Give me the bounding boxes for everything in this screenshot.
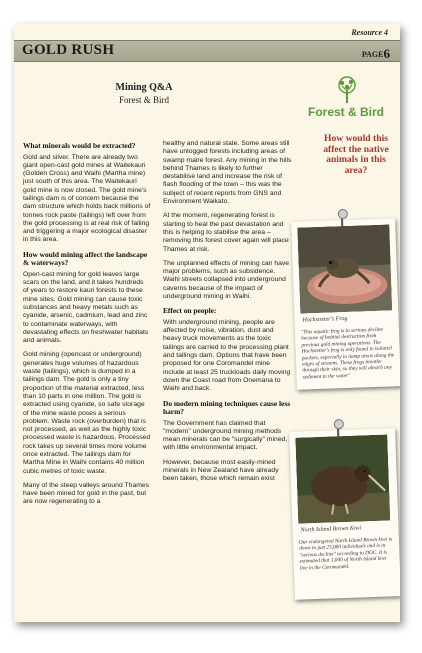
paragraph: Gold and silver. There are already two giant open-cast gold mines at Waitekauri (Golden Cross) and Waihi (Martha mine) just south of this area. The Waitekauri gold mine is now closed. The gold mine's tailings dam is of concern because the dam structure which holds back millions of tonnes rock paste (tailings) left over from the gold processing is at real risk of failing and triggering a major ecological disaster in this area. [23, 153, 151, 244]
kiwi-caption-title: North Island Brown Kiwi [300, 525, 362, 534]
article-subtitle: Forest & Bird [118, 95, 169, 105]
paragraph: The unplanned effects of mining can have major problems, such as subsidence. Waihi streets collapsed into underground caverns because of the impact of underground mining in Waihi. [163, 259, 290, 301]
page-number: 6 [383, 46, 390, 61]
frog-photo [297, 224, 392, 313]
paragraph: Open-cast mining for gold leaves large scars on the land, and it takes hundreds of years to restore kauri forests to these mine sites. Gold mining can cause toxic substances and heavy metals such as cyanide, arsenic, cadmium, lead and zinc to contaminate waterways, with devastating effects on freshwater habitats and animals. [23, 270, 149, 345]
page-label [362, 45, 390, 61]
paragraph: The Government has claimed that "modern" underground mining methods mean minerals can be "surgically" mined, with little environmental impact. [163, 419, 288, 452]
paragraph: Gold mining (opencast or underground) generates huge volumes of hazardous waste (tailings), which is dumped in a tailings dam. The gold is only a tiny proportion of the material extracted, less than 10 parts in one million. The gold is extracted using cyanide, so safe storage of the mine waste poses a serious problem. Waste rock (overburden) that is not processed, as well as the highly toxic processed waste is hazardous. Processed rock takes up several times more volume once extracted. The tailings dam for Martha Mine in Waihi contains 40 million cubic metres of toxic waste. [23, 351, 151, 475]
resource-label: Resource 4 [351, 28, 388, 37]
article-title: Mining Q&A [115, 82, 173, 93]
newsletter-title: GOLD RUSH [22, 42, 115, 58]
kiwi-caption: Our endangered North Island Brown kiwi is down to just 25,000 individuals and is in "serious decline" according to DOC. It is estimated that 1,000 of North Island kiwi live in the Coromandel. [298, 536, 393, 572]
column-middle [163, 140, 293, 490]
heading-people: Effect on people: [163, 306, 217, 316]
paragraph: However, because most easily-mined minerals in New Zealand have already been taken, those which remain exist [163, 458, 279, 483]
tree-icon [332, 76, 362, 104]
kiwi-photo [295, 434, 390, 523]
page-prefix: PAGE [361, 50, 384, 59]
paragraph: healthy and natural state. Some areas still have unlogged forests including areas of swamp maire forest. Any mining in the hills behind Thames is likely to further destabilise land and increase the risk of flash flooding of the town – this was the subject of recent reports from GNS and Environment Waikato. [163, 140, 292, 206]
question-modern-techniques: Do modern mining techniques cause less harm? [163, 398, 291, 417]
paragraph: Many of the steep valleys around Thames have been mined for gold in the past, but are now regenerating to a [23, 481, 150, 506]
kiwi-photo-card [289, 428, 400, 600]
frog-photo-card [291, 218, 400, 390]
paragraph: With underground mining, people are affected by noise, vibration, dust and heavy truck movements as the toxic tailings are carried to the processing plant and tailings dam. Options that have been proposed for one Coromandel mine include at least 25 truckloads daily moving down the Coast road from Onemana to Waihi and back. [163, 318, 291, 393]
forest-bird-logo [306, 76, 386, 128]
native-animals-callout: How would this affect the native animals in this area? [323, 133, 389, 176]
question-landscape: How would mining affect the landscape & waterways? [23, 249, 148, 268]
paragraph: At the moment, regenerating forest is starting to heal the past devastation and this is helping to stabilise the area – removing this forest cover again will place Thames at risk. [163, 212, 289, 253]
document-page [14, 24, 400, 622]
frog-caption: "This aquatic frog is in serious decline because of habitat destruction from previous gold mining operations. The Hochstetter's frog is only found in isolated pockets, especially in damp areas along the edges of streams. These frogs breathe through their skin, so they will absorb any sediment in the water" [300, 326, 395, 381]
column-left [23, 142, 151, 513]
title-banner [14, 40, 400, 62]
question-minerals: What minerals would be extracted? [23, 141, 136, 150]
logo-text: Forest & Bird [307, 105, 384, 119]
frog-caption-title: Hochstetter's Frog [302, 315, 348, 324]
